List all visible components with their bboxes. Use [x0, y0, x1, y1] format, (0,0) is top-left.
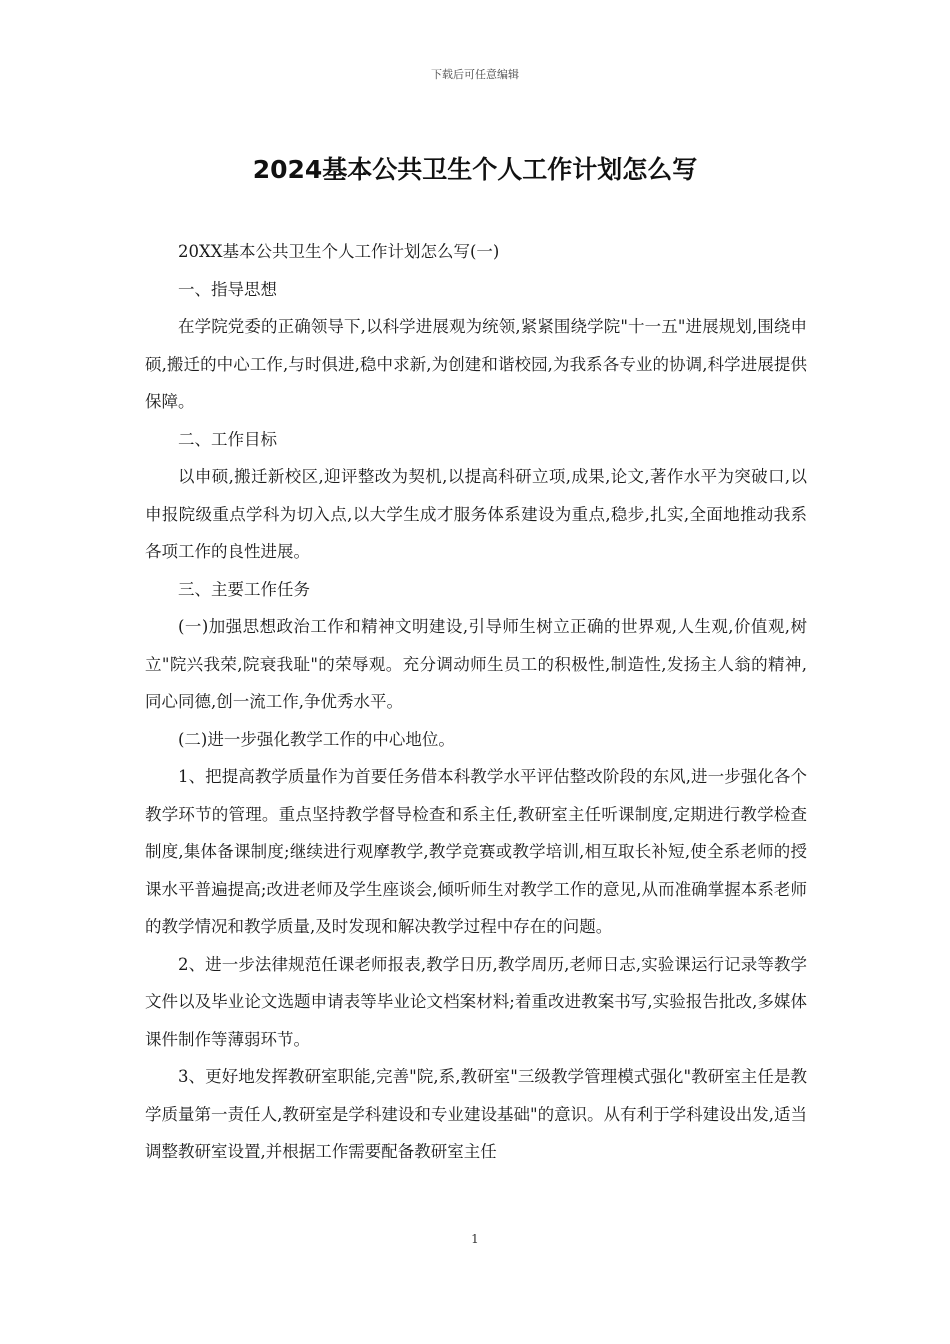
paragraph: 在学院党委的正确领导下,以科学进展观为统领,紧紧围绕学院"十一五"进展规划,围绕申硕,搬迁的中心工作,与时俱进,稳中求新,为创建和谐校园,为我系各专业的协调,科学进展提供保障。	[145, 317, 807, 411]
paragraph: (二)进一步强化教学工作的中心地位。	[178, 729, 455, 749]
header-note: 下载后可任意编辑	[431, 68, 519, 81]
paragraph: 3、更好地发挥教研室职能,完善"院,系,教研室"三级教学管理模式强化"教研室主任是教学质量第一责任人,教研室是学科建设和专业建设基础"的意识。从有利于学科建设出发,适当调整教研室设置,并根据工作需要配备教研室主任	[145, 1067, 807, 1161]
page-number: 1	[471, 1232, 479, 1246]
paragraph: 2、进一步法律规范任课老师报表,教学日历,教学周历,老师日志,实验课运行记录等教学文件以及毕业论文选题申请表等毕业论文档案材料;着重改进教案书写,实验报告批改,多媒体课件制作等薄弱环节。	[145, 954, 807, 1049]
heading-main-tasks: 三、主要工作任务	[178, 579, 310, 599]
heading-work-goals: 二、工作目标	[178, 429, 277, 449]
paragraph-subtitle: 20XX基本公共卫生个人工作计划怎么写(一)	[178, 242, 500, 261]
document-title: 2024基本公共卫生个人工作计划怎么写	[252, 155, 698, 184]
heading-guiding-ideology: 一、指导思想	[178, 279, 277, 299]
paragraph: 以申硕,搬迁新校区,迎评整改为契机,以提高科研立项,成果,论文,著作水平为突破口,以申报院级重点学科为切入点,以大学生成才服务体系建设为重点,稳步,扎实,全面地推动我系各项工作的良性进展。	[145, 467, 807, 561]
document-body	[145, 233, 807, 1171]
paragraph: (一)加强思想政治工作和精神文明建设,引导师生树立正确的世界观,人生观,价值观,树立"院兴我荣,院衰我耻"的荣辱观。充分调动师生员工的积极性,制造性,发扬主人翁的精神,同心同德,创一流工作,争优秀水平。	[145, 617, 807, 711]
paragraph: 1、把提高教学质量作为首要任务借本科教学水平评估整改阶段的东风,进一步强化各个教学环节的管理。重点坚持教学督导检查和系主任,教研室主任听课制度,定期进行教学检查制度,集体备课制度;继续进行观摩教学,教学竞赛或教学培训,相互取长补短,使全系老师的授课水平普遍提高;改进老师及学生座谈会,倾听师生对教学工作的意见,从而准确掌握本系老师的教学情况和教学质量,及时发现和解决教学过程中存在的问题。	[145, 767, 807, 936]
